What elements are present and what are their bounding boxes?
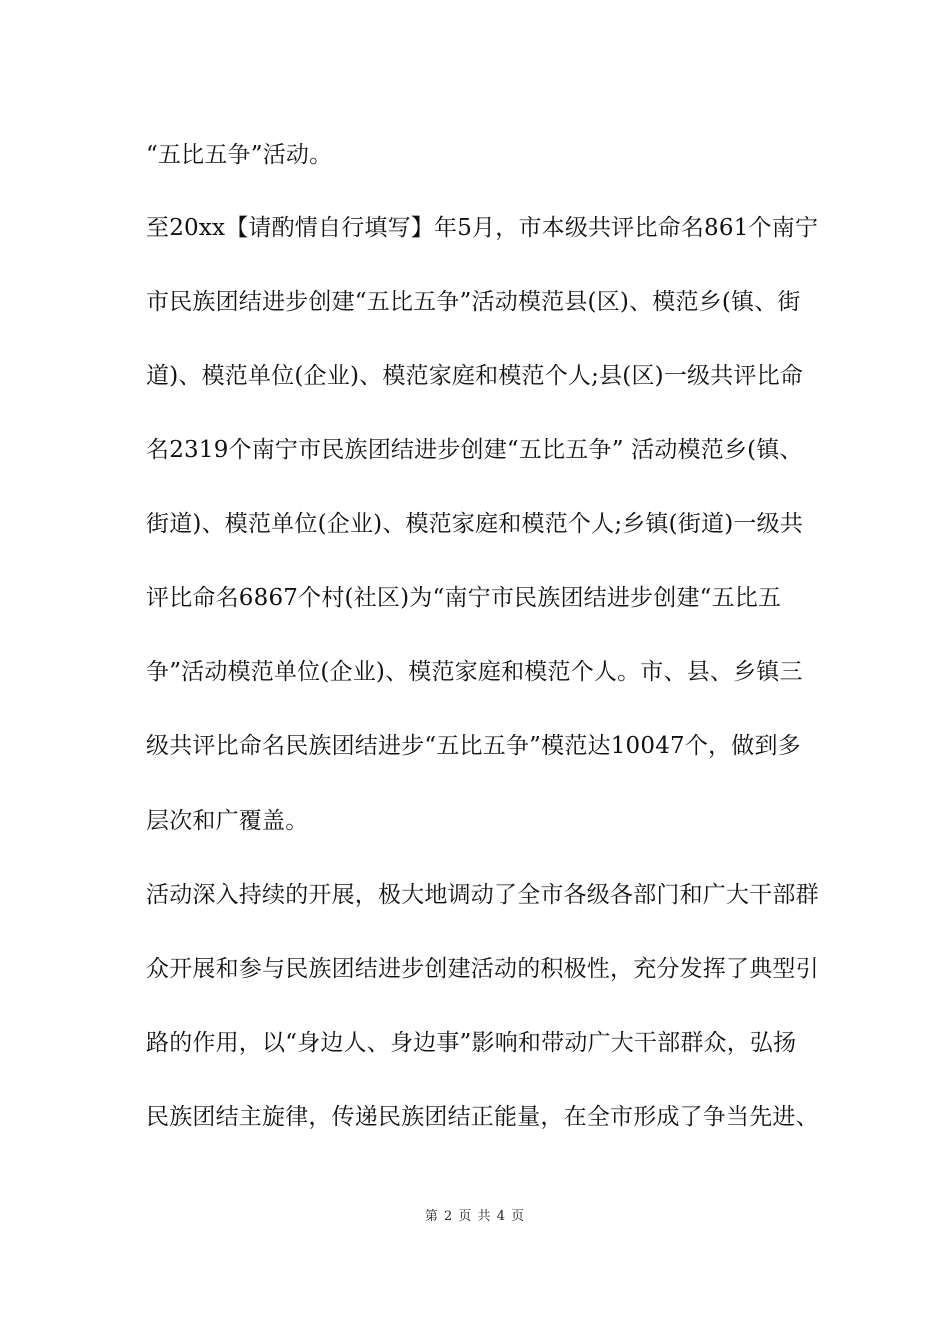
- text-line: 市民族团结进步创建“五比五争”活动模范县(区)、模范乡(镇、街: [146, 289, 801, 315]
- text-line: 道)、模范单位(企业)、模范家庭和模范个人;县(区)一级共评比命: [146, 363, 804, 389]
- text-line: 街道)、模范单位(企业)、模范家庭和模范个人;乡镇(街道)一级共: [146, 511, 804, 537]
- text-line: 至20xx【请酌情自行填写】年5月，市本级共评比命名861个南宁: [146, 215, 819, 241]
- text-line: 级共评比命名民族团结进步“五比五争”模范达10047个，做到多: [146, 733, 801, 759]
- text-line: 活动深入持续的开展，极大地调动了全市各级各部门和广大干部群: [146, 882, 819, 908]
- text-line: 争”活动模范单位(企业)、模范家庭和模范个人。市、县、乡镇三: [146, 659, 803, 685]
- text-line: 名2319个南宁市民族团结进步创建“五比五争” 活动模范乡(镇、: [146, 437, 803, 463]
- text-line: 评比命名6867个村(社区)为“南宁市民族团结进步创建“五比五: [146, 585, 782, 611]
- text-line: 层次和广覆盖。: [146, 808, 309, 834]
- text-line: 路的作用，以“身边人、身边事”影响和带动广大干部群众，弘扬: [146, 1030, 797, 1056]
- text-line: 民族团结主旋律，传递民族团结正能量，在全市形成了争当先进、: [146, 1104, 819, 1130]
- text-line: “五比五争”活动。: [146, 142, 333, 168]
- page-number-footer: 第 2 页 共 4 页: [424, 1209, 526, 1224]
- text-line: 众开展和参与民族团结进步创建活动的积极性，充分发挥了典型引: [146, 956, 819, 982]
